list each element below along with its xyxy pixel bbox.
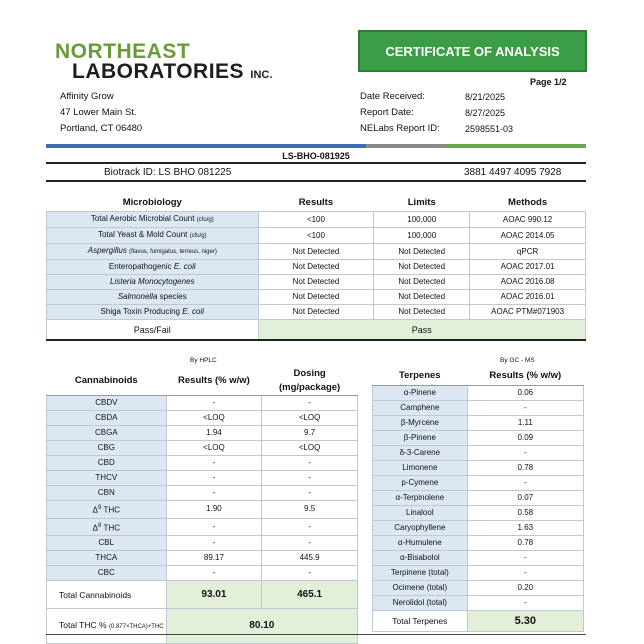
test-name-pre: Total Aerobic Microbial Count bbox=[90, 214, 197, 223]
test-name-ital: Salmonella bbox=[117, 292, 158, 301]
cannabinoid-result: - bbox=[166, 536, 262, 551]
client-city: Portland, CT 06480 bbox=[60, 123, 143, 134]
terpene-value: - bbox=[467, 401, 583, 416]
report-id-label: NELabs Report ID: bbox=[360, 123, 440, 134]
cannabinoid-name bbox=[47, 518, 167, 536]
test-method: qPCR bbox=[470, 244, 586, 260]
terpene-name: β-Myrcene bbox=[373, 416, 468, 431]
cannabinoid-result: - bbox=[166, 396, 262, 411]
terpene-value: 0.07 bbox=[467, 491, 583, 506]
cannabinoid-name bbox=[47, 396, 167, 411]
cannabinoid-dose: <LOQ bbox=[262, 441, 358, 456]
terpene-value: - bbox=[467, 446, 583, 461]
delta-symbol: Δ bbox=[92, 505, 98, 515]
cannabinoid-dose: - bbox=[262, 471, 358, 486]
date-received-value: 8/21/2025 bbox=[465, 92, 506, 102]
table-row bbox=[373, 491, 584, 506]
test-name-ital: E. coli bbox=[182, 307, 205, 316]
terpene-name: β-Pinene bbox=[373, 431, 468, 446]
total-cannabinoids-row bbox=[47, 581, 358, 609]
band-segment bbox=[46, 144, 146, 148]
test-name bbox=[47, 260, 259, 275]
test-name-post: species bbox=[157, 292, 187, 301]
table-row bbox=[373, 386, 584, 401]
delta-number: 8 bbox=[97, 522, 102, 529]
microbiology-table bbox=[46, 195, 586, 341]
test-result: <100 bbox=[258, 228, 374, 244]
cannabinoid-label: CBL bbox=[98, 538, 115, 548]
table-row bbox=[373, 401, 584, 416]
cannabinoid-dose: - bbox=[262, 518, 358, 536]
table-row bbox=[47, 290, 586, 305]
test-limit: Not Detected bbox=[374, 290, 470, 305]
test-result: Not Detected bbox=[258, 260, 374, 275]
table-row bbox=[373, 431, 584, 446]
table-row bbox=[47, 441, 358, 456]
cannabinoid-name bbox=[47, 501, 167, 519]
passfail-value: Pass bbox=[258, 320, 585, 341]
table-row bbox=[47, 518, 358, 536]
logo-laboratories bbox=[72, 60, 272, 84]
test-result: Not Detected bbox=[258, 290, 374, 305]
table-row bbox=[47, 411, 358, 426]
table-row bbox=[373, 506, 584, 521]
test-name bbox=[47, 305, 259, 320]
table-row bbox=[47, 396, 358, 411]
test-name bbox=[47, 212, 259, 228]
biotrack-id: Biotrack ID: LS BHO 081225 bbox=[104, 167, 232, 178]
terpene-value: - bbox=[467, 476, 583, 491]
logo-northeast: NORTHEAST bbox=[55, 40, 191, 63]
cannabinoid-result: <LOQ bbox=[166, 441, 262, 456]
test-method: AOAC 990.12 bbox=[470, 212, 586, 228]
cannabinoid-dose: 445.9 bbox=[262, 551, 358, 566]
total-terpenes-value: 5.30 bbox=[467, 611, 583, 632]
cannabinoid-name bbox=[47, 441, 167, 456]
limits-header: Limits bbox=[407, 197, 436, 208]
cannabinoid-name bbox=[47, 536, 167, 551]
table-row bbox=[47, 566, 358, 581]
cannabinoid-result: 1.94 bbox=[166, 426, 262, 441]
cannabinoid-label: CBGA bbox=[94, 428, 118, 437]
results-header: Results bbox=[298, 197, 334, 208]
cannabinoid-results-header: Results (% w/w) bbox=[166, 367, 262, 396]
terpene-value: - bbox=[467, 566, 583, 581]
terpene-value: 0.78 bbox=[467, 461, 583, 476]
cannabinoid-label: THC bbox=[101, 505, 120, 515]
color-band bbox=[46, 144, 586, 148]
hplc-note: By HPLC bbox=[190, 357, 217, 364]
report-date-label: Report Date: bbox=[360, 107, 414, 118]
total-cannabinoids-label: Total Cannabinoids bbox=[47, 581, 167, 609]
table-row bbox=[373, 551, 584, 566]
test-name bbox=[47, 290, 259, 305]
table-row bbox=[373, 476, 584, 491]
divider bbox=[46, 180, 586, 182]
test-limit: Not Detected bbox=[374, 275, 470, 290]
terpene-name: Linalool bbox=[373, 506, 468, 521]
cannabinoid-name bbox=[47, 566, 167, 581]
total-thc-label-cell bbox=[47, 609, 167, 644]
total-terpenes-row bbox=[373, 611, 584, 632]
terpene-value: 0.58 bbox=[467, 506, 583, 521]
terpene-value: 0.78 bbox=[467, 536, 583, 551]
total-terpenes-label: Total Terpenes bbox=[373, 611, 468, 632]
test-limit: 100,000 bbox=[374, 228, 470, 244]
total-thc-row bbox=[47, 609, 358, 644]
table-header-row bbox=[47, 367, 358, 396]
client-street: 47 Lower Main St. bbox=[60, 107, 137, 118]
test-result: Not Detected bbox=[258, 244, 374, 260]
terpene-name: Camphene bbox=[373, 401, 468, 416]
cannabinoid-label: THCV bbox=[95, 473, 118, 482]
document-title: CERTIFICATE OF ANALYSIS bbox=[358, 30, 587, 72]
terpene-value: - bbox=[467, 551, 583, 566]
dosing-header: Dosing (mg/package) bbox=[262, 367, 358, 396]
divider bbox=[46, 339, 586, 341]
microbiology-header: Microbiology bbox=[122, 197, 182, 208]
test-name bbox=[47, 228, 259, 244]
terpene-name: α-Pinene bbox=[373, 386, 468, 401]
total-thc-label: Total THC % bbox=[59, 620, 107, 631]
table-row bbox=[47, 426, 358, 441]
terpene-name: δ-3-Carene bbox=[373, 446, 468, 461]
terpene-value: 1.11 bbox=[467, 416, 583, 431]
band-segment bbox=[366, 144, 446, 148]
terpene-name: α-Bisabolol bbox=[373, 551, 468, 566]
table-row bbox=[47, 471, 358, 486]
cannabinoid-result: - bbox=[166, 566, 262, 581]
delta-symbol: Δ bbox=[92, 523, 98, 533]
cannabinoid-label: CBD bbox=[97, 458, 115, 467]
cannabinoid-label: CBDV bbox=[95, 398, 118, 407]
terpene-name: Caryophyllene bbox=[373, 521, 468, 536]
total-cannabinoids-result: 93.01 bbox=[166, 581, 262, 609]
table-header-row bbox=[47, 195, 586, 212]
total-thc-value: 80.10 bbox=[166, 609, 357, 644]
table-row bbox=[373, 521, 584, 536]
total-thc-formula: (0.877×THCA)+THC bbox=[108, 624, 164, 631]
cannabinoid-dose: - bbox=[262, 566, 358, 581]
terpene-name: Terpinene (total) bbox=[373, 566, 468, 581]
terpene-value: 0.20 bbox=[467, 581, 583, 596]
cannabinoid-label: THCA bbox=[95, 553, 118, 563]
report-date-value: 8/27/2025 bbox=[465, 108, 506, 118]
report-id-value: 2598551-03 bbox=[465, 124, 514, 134]
cannabinoid-dose: - bbox=[262, 486, 358, 501]
passfail-label: Pass/Fail bbox=[47, 320, 259, 341]
methods-header: Methods bbox=[508, 197, 548, 208]
test-result: Not Detected bbox=[258, 305, 374, 320]
cannabinoid-dose: <LOQ bbox=[262, 411, 358, 426]
test-name-ital: E. coli bbox=[173, 262, 196, 271]
terpene-name: p-Cymene bbox=[373, 476, 468, 491]
table-row bbox=[373, 596, 584, 611]
cannabinoid-label: CBDA bbox=[95, 413, 118, 422]
biotrack-number: 3881 4497 4095 7928 bbox=[464, 167, 562, 178]
test-result: Not Detected bbox=[258, 275, 374, 290]
terpene-results-header: Results (% w/w) bbox=[467, 367, 583, 386]
terpenes-table bbox=[372, 367, 584, 632]
test-method: AOAC 2016.08 bbox=[470, 275, 586, 290]
cannabinoid-result: - bbox=[166, 518, 262, 536]
table-row bbox=[47, 305, 586, 320]
cannabinoid-name bbox=[47, 486, 167, 501]
page-number: Page 1/2 bbox=[530, 77, 567, 87]
terpene-name: Nerolidol (total) bbox=[373, 596, 468, 611]
table-row bbox=[47, 260, 586, 275]
terpene-name: α-Terpinolene bbox=[373, 491, 468, 506]
cannabinoid-label: CBG bbox=[97, 443, 115, 452]
table-row bbox=[47, 228, 586, 244]
cannabinoid-result: <LOQ bbox=[166, 411, 262, 426]
logo-laboratories-text: LABORATORIES bbox=[72, 60, 245, 83]
table-row bbox=[47, 244, 586, 260]
table-row bbox=[373, 536, 584, 551]
cannabinoid-result: - bbox=[166, 456, 262, 471]
test-name bbox=[47, 275, 259, 290]
cannabinoid-dose: - bbox=[262, 396, 358, 411]
test-limit: Not Detected bbox=[374, 305, 470, 320]
table-row bbox=[373, 446, 584, 461]
test-name-ital: Listeria Monocytogenes bbox=[110, 277, 195, 286]
cannabinoid-label: THC bbox=[101, 523, 120, 533]
date-received-label: Date Received: bbox=[360, 91, 425, 102]
test-method: AOAC 2016.01 bbox=[470, 290, 586, 305]
cannabinoid-dose: 9.7 bbox=[262, 426, 358, 441]
cannabinoid-label: CBN bbox=[97, 488, 115, 497]
cannabinoid-name bbox=[47, 456, 167, 471]
cannabinoids-table bbox=[46, 367, 358, 644]
test-name-pre: Shiga Toxin Producing bbox=[100, 307, 183, 316]
cannabinoid-result: 1.90 bbox=[166, 501, 262, 519]
divider bbox=[46, 162, 586, 164]
terpenes-header: Terpenes bbox=[373, 367, 468, 386]
terpene-value: - bbox=[467, 596, 583, 611]
sample-id: LS-BHO-081925 bbox=[282, 151, 350, 161]
table-row bbox=[47, 275, 586, 290]
logo-inc: INC. bbox=[250, 69, 273, 81]
band-segment bbox=[446, 144, 586, 148]
divider bbox=[46, 634, 586, 635]
table-row bbox=[373, 566, 584, 581]
total-cannabinoids-dose: 465.1 bbox=[262, 581, 358, 609]
cannabinoid-result: - bbox=[166, 471, 262, 486]
test-name-pre: Enteropathogenic bbox=[108, 262, 174, 271]
table-row bbox=[47, 212, 586, 228]
table-row bbox=[47, 486, 358, 501]
cannabinoid-name bbox=[47, 551, 167, 566]
test-limit: Not Detected bbox=[374, 260, 470, 275]
test-name-small: (flavus, fumigatus, terreus, niger) bbox=[129, 249, 217, 255]
terpene-value: 0.06 bbox=[467, 386, 583, 401]
test-name-small: (cfu/g) bbox=[189, 233, 207, 239]
table-row bbox=[47, 536, 358, 551]
delta-number: 9 bbox=[97, 505, 102, 511]
table-row bbox=[47, 501, 358, 519]
test-method: AOAC 2017.01 bbox=[470, 260, 586, 275]
table-row bbox=[47, 456, 358, 471]
terpene-name: Ocimene (total) bbox=[373, 581, 468, 596]
cannabinoid-dose: - bbox=[262, 456, 358, 471]
test-name-pre: Total Yeast & Mold Count bbox=[97, 230, 190, 239]
terpene-value: 0.09 bbox=[467, 431, 583, 446]
test-name-ital: Aspergillus bbox=[87, 246, 127, 255]
cannabinoid-name bbox=[47, 411, 167, 426]
table-header-row bbox=[373, 367, 584, 386]
table-row bbox=[47, 551, 358, 566]
cannabinoid-result: 89.17 bbox=[166, 551, 262, 566]
cannabinoids-header: Cannabinoids bbox=[47, 367, 167, 396]
test-limit: 100,000 bbox=[374, 212, 470, 228]
table-row bbox=[373, 461, 584, 476]
cannabinoid-dose: 9.5 bbox=[262, 501, 358, 519]
test-method: AOAC 2014.05 bbox=[470, 228, 586, 244]
band-segment bbox=[146, 144, 366, 148]
cannabinoid-dose: - bbox=[262, 536, 358, 551]
terpene-name: Limonene bbox=[373, 461, 468, 476]
cannabinoid-result: - bbox=[166, 486, 262, 501]
terpene-value: 1.63 bbox=[467, 521, 583, 536]
test-limit: Not Detected bbox=[374, 244, 470, 260]
terpene-name: α-Humulene bbox=[373, 536, 468, 551]
passfail-row bbox=[47, 320, 586, 341]
cannabinoid-name bbox=[47, 471, 167, 486]
table-row bbox=[373, 581, 584, 596]
client-name: Affinity Grow bbox=[60, 91, 114, 102]
table-row bbox=[373, 416, 584, 431]
cannabinoid-label: CBC bbox=[97, 568, 115, 578]
test-method: AOAC PTM#071903 bbox=[470, 305, 586, 320]
cannabinoid-name bbox=[47, 426, 167, 441]
gcms-note: By GC - MS bbox=[500, 357, 535, 364]
test-name-small: (cfu/g) bbox=[196, 217, 214, 223]
test-result: <100 bbox=[258, 212, 374, 228]
test-name bbox=[47, 244, 259, 260]
